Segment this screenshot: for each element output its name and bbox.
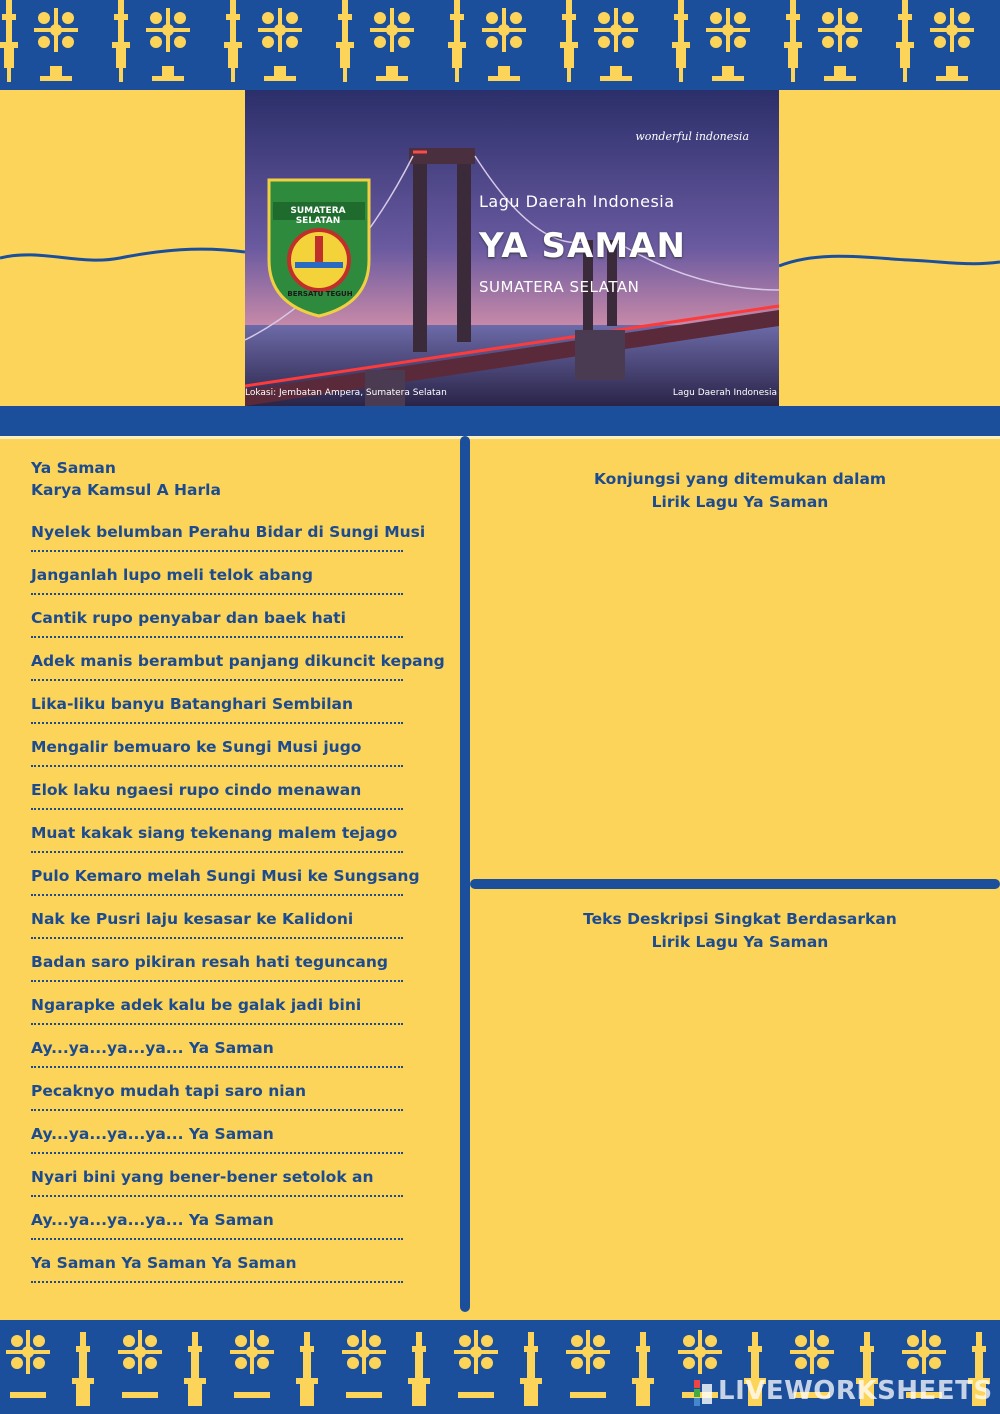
lyric-line: Ya Saman Ya Saman Ya Saman [31, 1254, 297, 1272]
lyrics-column [31, 457, 451, 1272]
lyric-line: Lika-liku banyu Batanghari Sembilan [31, 695, 354, 713]
answer-dotted-line[interactable] [31, 550, 403, 552]
answer-dotted-line[interactable] [31, 593, 403, 595]
song-title: Ya Saman [31, 459, 116, 477]
brand-logo-text: wonderful indonesia [635, 130, 749, 143]
liveworksheets-logo-icon [692, 1378, 714, 1408]
description-panel-title [480, 908, 1000, 954]
answer-dotted-line[interactable] [31, 808, 403, 810]
answer-dotted-line[interactable] [31, 894, 403, 896]
description-title-line-2: Lirik Lagu Ya Saman [651, 933, 829, 951]
emblem-top-text: SUMATERA SELATAN [290, 206, 346, 226]
banner-region: SUMATERA SELATAN [479, 278, 640, 296]
top-pattern-band [0, 0, 1000, 90]
location-caption: Lokasi: Jembatan Ampera, Sumatera Selatan [245, 388, 447, 398]
answer-dotted-line[interactable] [31, 851, 403, 853]
divider-bar [0, 406, 1000, 436]
wave-line-right [779, 240, 1000, 280]
lyric-line: Ay...ya...ya...ya... Ya Saman [31, 1039, 274, 1057]
answer-dotted-line[interactable] [31, 1152, 403, 1154]
answer-dotted-line[interactable] [31, 679, 403, 681]
lyric-line: Adek manis berambut panjang dikuncit kepang [31, 652, 445, 670]
divider-highlight [0, 436, 1000, 439]
song-banner [245, 90, 779, 406]
lyric-line: Elok laku ngaesi rupo cindo menawan [31, 781, 362, 799]
lyric-line: Nak ke Pusri laju kesasar ke Kalidoni [31, 910, 354, 928]
conjunction-title-line-2: Lirik Lagu Ya Saman [651, 493, 829, 511]
lyric-line: Pulo Kemaro melah Sungi Musi ke Sungsang [31, 867, 420, 885]
wave-line-left [0, 236, 245, 276]
lyric-line: Mengalir bemuaro ke Sungi Musi jugo [31, 738, 362, 756]
lyric-line: Cantik rupo penyabar dan baek hati [31, 609, 346, 627]
horizontal-divider [470, 879, 1000, 889]
lyric-line: Muat kakak siang tekenang malem tejago [31, 824, 398, 842]
answer-dotted-line[interactable] [31, 1066, 403, 1068]
answer-dotted-line[interactable] [31, 722, 403, 724]
lyric-line: Pecaknyo mudah tapi saro nian [31, 1082, 307, 1100]
lyric-line: Ay...ya...ya...ya... Ya Saman [31, 1125, 274, 1143]
watermark-text: LIVEWORKSHEETS [718, 1376, 993, 1406]
lyric-line: Nyari bini yang bener-bener setolok an [31, 1168, 374, 1186]
conjunction-panel-title [480, 468, 1000, 514]
songket-pattern-top [0, 0, 1000, 90]
answer-dotted-line[interactable] [31, 1109, 403, 1111]
footer-caption: Lagu Daerah Indonesia [672, 388, 777, 398]
description-title-line-1: Teks Deskripsi Singkat Berdasarkan [583, 910, 897, 928]
lyric-line: Ay...ya...ya...ya... Ya Saman [31, 1211, 274, 1229]
answer-dotted-line[interactable] [31, 765, 403, 767]
emblem-bottom-text: BERSATU TEGUH [287, 290, 353, 298]
answer-dotted-line[interactable] [31, 937, 403, 939]
lyric-line: Ngarapke adek kalu be galak jadi bini [31, 996, 362, 1014]
answer-dotted-line[interactable] [31, 1238, 403, 1240]
answer-dotted-line[interactable] [31, 1281, 403, 1283]
answer-dotted-line[interactable] [31, 1195, 403, 1197]
lyric-line: Janganlah lupo meli telok abang [31, 566, 313, 584]
answer-dotted-line[interactable] [31, 1023, 403, 1025]
lyric-line: Nyelek belumban Perahu Bidar di Sungi Musi [31, 523, 426, 541]
answer-dotted-line[interactable] [31, 636, 403, 638]
answer-dotted-line[interactable] [31, 980, 403, 982]
conjunction-title-line-1: Konjungsi yang ditemukan dalam [593, 470, 887, 488]
lyric-line: Badan saro pikiran resah hati teguncang [31, 953, 388, 971]
vertical-divider [460, 436, 470, 1312]
banner-subtitle: Lagu Daerah Indonesia [479, 192, 675, 211]
song-author: Karya Kamsul A Harla [31, 481, 221, 499]
banner-title: YA SAMAN [479, 226, 686, 266]
